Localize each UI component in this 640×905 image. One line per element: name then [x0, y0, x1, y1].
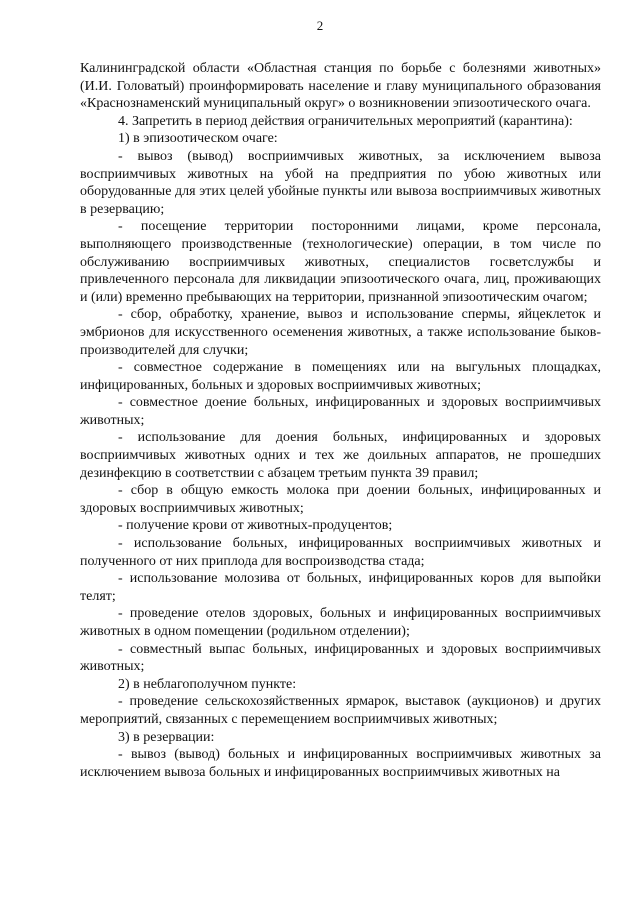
- document-body: [80, 60, 601, 781]
- paragraph: 2) в неблагополучном пункте:: [118, 676, 297, 692]
- paragraph: - использование больных, инфицированных восприимчивых животных и полученного от них приплода для воспроизводства стада;: [80, 536, 601, 569]
- paragraph: - использование для доения больных, инфицированных и здоровых восприимчивых животных одних и тех же доильных аппаратов, не прошедших дезинфекцию в соответствии с абзацем третьим пункта 39 правил;: [80, 430, 601, 481]
- paragraph: - проведение отелов здоровых, больных и инфицированных восприимчивых животных в одном помещении (родильном отделении);: [80, 606, 601, 639]
- paragraph: - получение крови от животных-продуцентов;: [118, 518, 393, 534]
- paragraph: - посещение территории посторонними лицами, кроме персонала, выполняющего производственные (технологические) операции, в том числе по обслуживанию восприимчивых животных, специалистов госветслужбы и привлеченного персонала для ликвидации эпизоотического очага, лиц, проживающих и (или) временно пребывающих на территории, признанной эпизоотическим очагом;: [80, 219, 601, 305]
- page-number: 2: [316, 18, 324, 33]
- paragraph: - использование молозива от больных, инфицированных коров для выпойки телят;: [80, 571, 601, 604]
- paragraph: - сбор, обработку, хранение, вывоз и использование спермы, яйцеклеток и эмбрионов для искусственного осеменения животных, а также использование быков-производителей для случки;: [80, 307, 601, 358]
- paragraph: - вывоз (вывод) больных и инфицированных восприимчивых животных за исключением вывоза больных и инфицированных восприимчивых животных на: [80, 747, 601, 780]
- paragraph: - совместное доение больных, инфицированных и здоровых восприимчивых животных;: [80, 395, 601, 428]
- paragraph: 4. Запретить в период действия ограничительных мероприятий (карантина):: [118, 113, 573, 129]
- paragraph: 1) в эпизоотическом очаге:: [118, 131, 278, 147]
- paragraph: - вывоз (вывод) восприимчивых животных, за исключением вывоза восприимчивых животных на убой на предприятия по убою животных или оборудованные для этих целей убойные пункты или вывоза восприимчивых животных в резервацию;: [80, 148, 601, 217]
- paragraph: - совместное содержание в помещениях или на выгульных площадках, инфицированных, больных и здоровых восприимчивых животных;: [80, 360, 601, 393]
- paragraph: - сбор в общую емкость молока при доении больных, инфицированных и здоровых восприимчивых животных;: [80, 483, 601, 516]
- paragraph: - проведение сельскохозяйственных ярмарок, выставок (аукционов) и других мероприятий, связанных с перемещением восприимчивых животных;: [80, 694, 601, 727]
- paragraph: Калининградской области «Областная станция по борьбе с болезнями животных» (И.И. Головатый) проинформировать население и главу муниципального образования «Краснознаменский муниципальный округ» о возникновении эпизоотического очага.: [80, 61, 601, 112]
- paragraph: - совместный выпас больных, инфицированных и здоровых восприимчивых животных;: [80, 641, 601, 675]
- paragraph: 3) в резервации:: [118, 729, 215, 745]
